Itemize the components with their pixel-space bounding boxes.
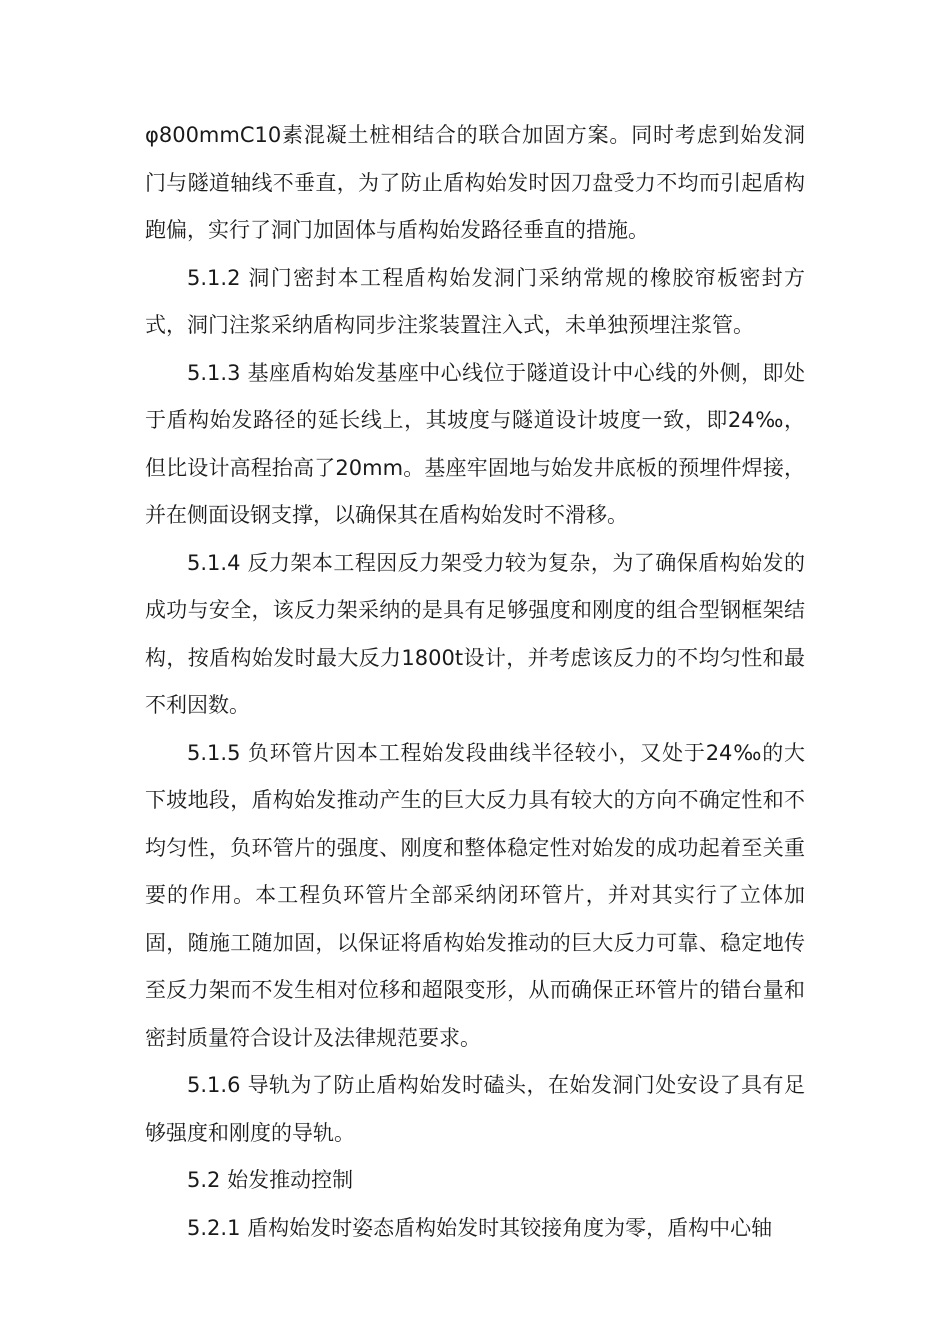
paragraph-5-1-4-reaction-frame: 5.1.4 反力架本工程因反力架受力较为复杂，为了确保盾构始发的成功与安全，该反力架采纳的是具有足够强度和刚度的组合型钢框架结构，按盾构始发时最大反力1800t设计，并考虑该反力的不均匀性和最不利因数。 (145, 550, 805, 717)
paragraph-5-1-2-portal-seal: 5.1.2 洞门密封本工程盾构始发洞门采纳常规的橡胶帘板密封方式，洞门注浆采纳盾构同步注浆装置注入式，未单独预埋注浆管。 (145, 265, 805, 337)
paragraph-5-1-6-guide-rail: 5.1.6 导轨为了防止盾构始发时磕头，在始发洞门处安设了具有足够强度和刚度的导轨。 (145, 1073, 805, 1145)
paragraph-reinforcement-scheme: φ800mmC10素混凝土桩相结合的联合加固方案。同时考虑到始发洞门与隧道轴线不垂直，为了防止盾构始发时因刀盘受力不均而引起盾构跑偏，实行了洞门加固体与盾构始发路径垂直的措施。 (145, 123, 805, 242)
paragraph-5-1-5-negative-ring: 5.1.5 负环管片因本工程始发段曲线半径较小，又处于24‰的大下坡地段，盾构始发推动产生的巨大反力具有较大的方向不确定性和不均匀性，负环管片的强度、刚度和整体稳定性对始发的成功起着至关重要的作用。本工程负环管片全部采纳闭环管片，并对其实行了立体加固，随施工随加固，以保证将盾构始发推动的巨大反力可靠、稳定地传至反力架而不发生相对位移和超限变形，从而确保正环管片的错台量和密封质量符合设计及法律规范要求。 (145, 740, 805, 1050)
paragraph-5-1-3-base: 5.1.3 基座盾构始发基座中心线位于隧道设计中心线的外侧，即处于盾构始发路径的延长线上，其坡度与隧道设计坡度一致，即24‰，但比设计高程抬高了20mm。基座牢固地与始发井底板的预埋件焊接，并在侧面设钢支撑，以确保其在盾构始发时不滑移。 (145, 360, 805, 527)
document-body (145, 112, 805, 1252)
paragraph-5-2-1-initial-attitude: 5.2.1 盾构始发时姿态盾构始发时其铰接角度为零，盾构中心轴 (187, 1215, 773, 1240)
section-heading-5-2: 5.2 始发推动控制 (187, 1168, 354, 1192)
